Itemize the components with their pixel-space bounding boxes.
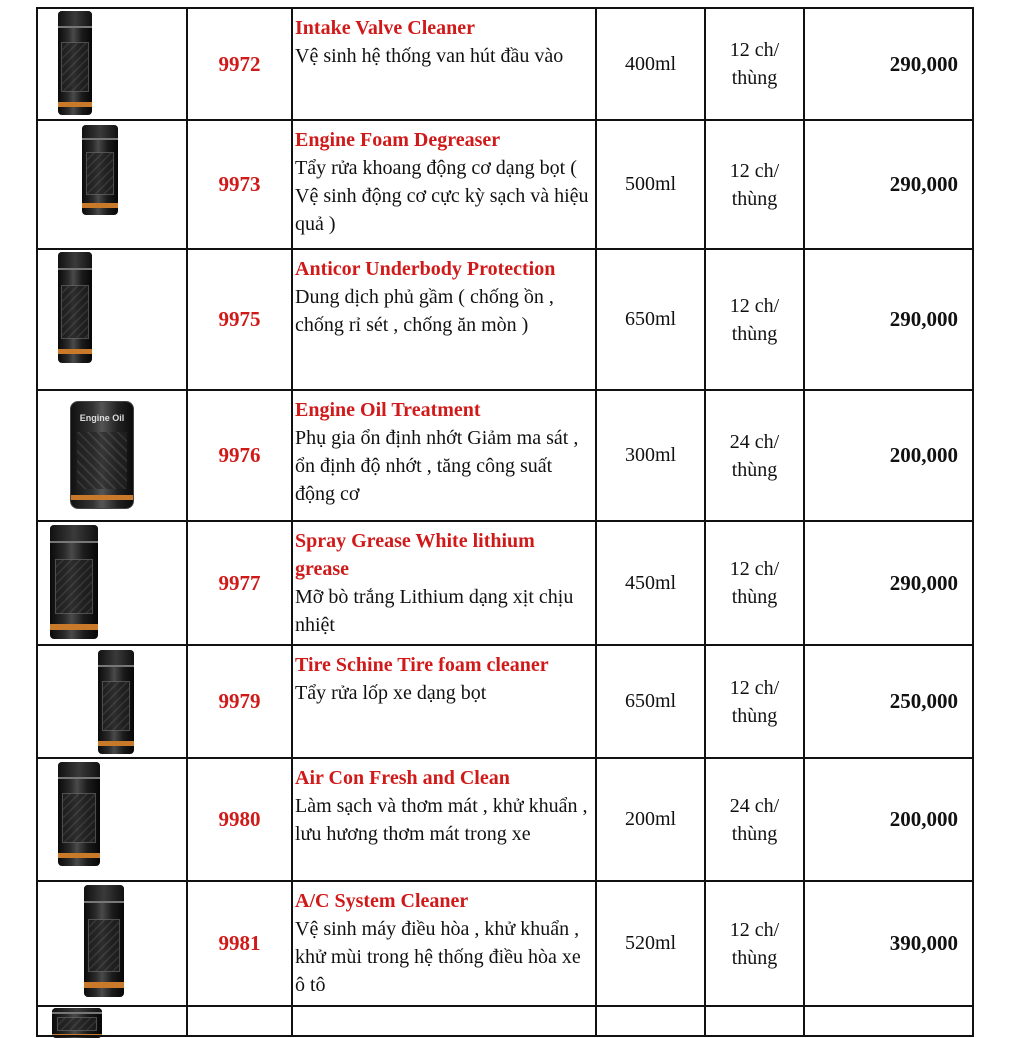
product-price: 390,000 <box>889 931 958 955</box>
product-name: Engine Foam Degreaser <box>295 129 501 151</box>
can-cap <box>98 650 134 667</box>
price-cell <box>803 521 974 645</box>
packing-lines <box>730 674 779 730</box>
product-description: Phụ gia ổn định nhớt Giảm ma sát , ổn định độ nhớt , tăng công suất động cơ <box>295 427 579 505</box>
product-code-cell <box>186 1006 291 1036</box>
spray-can-image <box>98 650 134 754</box>
product-code-cell <box>186 390 291 521</box>
packing-qty: 12 ch/ <box>729 39 780 61</box>
packing-cell <box>704 521 803 645</box>
can-stripe <box>58 853 100 858</box>
product-text <box>295 396 591 508</box>
can-label-graphic <box>88 919 120 973</box>
product-name: Spray Grease White lithium grease <box>295 530 535 580</box>
product-text <box>295 651 591 707</box>
volume-cell <box>595 758 704 881</box>
packing-qty: 12 ch/ <box>729 558 780 580</box>
product-image-cell <box>36 645 186 758</box>
can-label-graphic <box>102 681 131 731</box>
can-cap <box>58 762 100 779</box>
tin-label-graphic <box>77 432 127 489</box>
product-volume: 450ml <box>624 571 677 594</box>
product-description-cell <box>291 120 595 249</box>
table-row <box>36 881 974 1006</box>
product-description-cell <box>291 521 595 645</box>
packing-text <box>706 758 803 881</box>
product-code: 9976 <box>218 443 261 467</box>
packing-text <box>706 8 803 120</box>
can-stripe <box>58 349 92 355</box>
packing-unit: thùng <box>731 67 778 89</box>
packing-qty: 12 ch/ <box>729 676 780 699</box>
product-volume: 400ml <box>624 52 677 75</box>
can-cap <box>52 1008 102 1014</box>
tin-brand-text: Engine Oil <box>79 412 125 423</box>
can-label-graphic <box>55 559 93 614</box>
price-cell <box>803 120 974 249</box>
packing-qty: 24 ch/ <box>729 430 780 453</box>
packing-lines <box>730 555 779 611</box>
product-volume: 300ml <box>624 444 677 466</box>
packing-cell <box>704 1006 803 1036</box>
product-name: Intake Valve Cleaner <box>295 17 475 39</box>
product-name: Air Con Fresh and Clean <box>295 767 510 789</box>
can-label-graphic <box>61 285 88 338</box>
product-code-cell <box>186 645 291 758</box>
table-row <box>36 8 974 120</box>
product-description: Tẩy rửa khoang động cơ dạng bọt ( Vệ sinh động cơ cực kỳ sạch và hiệu quả ) <box>295 157 589 235</box>
product-text <box>295 527 591 639</box>
product-description-cell <box>291 758 595 881</box>
product-image-cell <box>36 249 186 390</box>
product-description: Dung dịch phủ gầm ( chống ồn , chống rỉ sét , chống ăn mòn ) <box>295 286 554 336</box>
packing-lines <box>730 916 779 972</box>
price-cell <box>803 1006 974 1036</box>
packing-cell <box>704 8 803 120</box>
product-description: Tẩy rửa lốp xe dạng bọt <box>295 682 487 704</box>
can-label-graphic <box>61 42 88 92</box>
product-image-cell <box>36 1006 186 1036</box>
product-code-cell <box>186 881 291 1006</box>
packing-unit: thùng <box>731 586 778 608</box>
can-cap <box>58 252 92 270</box>
packing-unit: thùng <box>731 458 778 481</box>
table-row <box>36 249 974 390</box>
product-price: 290,000 <box>889 51 958 76</box>
table-row <box>36 521 974 645</box>
can-label-graphic <box>57 1017 97 1031</box>
product-code-cell <box>186 120 291 249</box>
spray-can-image <box>58 762 100 866</box>
packing-cell <box>704 758 803 881</box>
product-description-cell <box>291 8 595 120</box>
packing-lines <box>730 292 779 348</box>
product-image-cell <box>36 8 186 120</box>
packing-qty: 12 ch/ <box>729 918 780 941</box>
volume-cell <box>595 120 704 249</box>
packing-cell <box>704 390 803 521</box>
can-stripe <box>98 741 134 746</box>
volume-cell <box>595 390 704 521</box>
price-cell <box>803 645 974 758</box>
spray-can-image <box>52 1008 102 1038</box>
product-image-cell <box>36 521 186 645</box>
product-volume: 500ml <box>624 173 677 195</box>
product-text <box>295 887 591 999</box>
volume-cell <box>595 881 704 1006</box>
price-cell <box>803 390 974 521</box>
product-text <box>295 764 591 848</box>
product-volume: 650ml <box>624 690 677 712</box>
product-code: 9981 <box>218 931 261 955</box>
can-cap <box>50 525 98 543</box>
product-code-cell <box>186 249 291 390</box>
product-price: 200,000 <box>889 443 958 467</box>
product-price-table <box>36 0 974 1024</box>
product-name: Engine Oil Treatment <box>295 399 481 421</box>
packing-unit: thùng <box>731 704 778 727</box>
product-volume: 200ml <box>624 808 677 830</box>
packing-cell <box>704 120 803 249</box>
can-cap <box>84 885 124 903</box>
can-label-graphic <box>86 152 115 195</box>
can-stripe <box>84 982 124 988</box>
product-code: 9973 <box>218 172 261 196</box>
price-cell <box>803 758 974 881</box>
price-cell <box>803 249 974 390</box>
packing-text <box>706 249 803 390</box>
product-image-cell <box>36 390 186 521</box>
packing-text <box>706 521 803 645</box>
price-cell <box>803 8 974 120</box>
packing-text <box>706 881 803 1006</box>
packing-lines <box>730 157 779 213</box>
packing-qty: 24 ch/ <box>729 794 780 817</box>
price-cell <box>803 881 974 1006</box>
product-text <box>295 255 591 339</box>
product-code: 9977 <box>218 570 261 595</box>
product-name: Tire Schine Tire foam cleaner <box>295 654 549 676</box>
product-description-cell <box>291 390 595 521</box>
row-bottom-border <box>36 1035 974 1037</box>
oil-tin-image <box>70 401 134 509</box>
packing-lines <box>730 428 779 484</box>
packing-lines <box>730 36 779 92</box>
spray-can-image <box>50 525 98 639</box>
table-row <box>36 1006 974 1036</box>
tin-stripe <box>71 495 133 499</box>
product-code: 9979 <box>218 689 261 713</box>
product-price: 290,000 <box>889 307 958 331</box>
can-label-graphic <box>62 793 96 843</box>
spray-can-image <box>58 11 92 115</box>
volume-cell <box>595 249 704 390</box>
product-image-cell <box>36 120 186 249</box>
product-volume: 520ml <box>624 932 677 954</box>
product-price: 290,000 <box>889 172 958 196</box>
can-cap <box>58 11 92 28</box>
packing-unit: thùng <box>731 822 778 845</box>
volume-cell <box>595 521 704 645</box>
volume-cell <box>595 8 704 120</box>
can-stripe <box>58 102 92 107</box>
packing-cell <box>704 645 803 758</box>
product-text <box>295 14 591 70</box>
packing-unit: thùng <box>731 187 778 210</box>
packing-unit: thùng <box>731 946 778 969</box>
table-row <box>36 120 974 249</box>
can-stripe <box>50 624 98 630</box>
can-cap <box>82 125 118 140</box>
product-image-cell <box>36 881 186 1006</box>
product-description: Mỡ bò trắng Lithium dạng xịt chịu nhiệt <box>295 586 574 636</box>
packing-text <box>706 390 803 521</box>
product-code-cell <box>186 521 291 645</box>
packing-cell <box>704 249 803 390</box>
packing-cell <box>704 881 803 1006</box>
product-description-cell <box>291 881 595 1006</box>
product-name: A/C System Cleaner <box>295 890 469 912</box>
packing-text <box>706 120 803 249</box>
product-description: Làm sạch và thơm mát , khử khuẩn , lưu hương thơm mát trong xe <box>295 795 588 845</box>
packing-qty: 12 ch/ <box>729 294 780 317</box>
product-description: Vệ sinh máy điều hòa , khử khuẩn , khử mùi trong hệ thống điều hòa xe ô tô <box>295 918 581 996</box>
table-row <box>36 390 974 521</box>
spray-can-image <box>58 252 92 363</box>
table-row <box>36 758 974 881</box>
spray-can-image <box>84 885 124 997</box>
product-text <box>295 126 591 238</box>
product-price: 200,000 <box>889 807 958 831</box>
packing-unit: thùng <box>731 322 778 345</box>
spray-can-image <box>82 125 118 215</box>
product-image-cell <box>36 758 186 881</box>
product-description-cell <box>291 249 595 390</box>
table-row <box>36 645 974 758</box>
product-code: 9975 <box>218 307 261 331</box>
packing-text <box>706 645 803 758</box>
product-code: 9972 <box>218 51 261 76</box>
product-code: 9980 <box>218 807 261 831</box>
volume-cell <box>595 1006 704 1036</box>
product-description-cell <box>291 1006 595 1036</box>
volume-cell <box>595 645 704 758</box>
product-description: Vệ sinh hệ thống van hút đầu vào <box>295 45 564 67</box>
can-stripe <box>82 203 118 208</box>
product-description-cell <box>291 645 595 758</box>
product-code-cell <box>186 758 291 881</box>
product-name: Anticor Underbody Protection <box>295 258 556 280</box>
product-price: 250,000 <box>889 689 958 713</box>
product-volume: 650ml <box>624 308 677 330</box>
packing-lines <box>730 792 779 848</box>
product-price: 290,000 <box>889 570 958 595</box>
packing-qty: 12 ch/ <box>729 159 780 182</box>
product-code-cell <box>186 8 291 120</box>
